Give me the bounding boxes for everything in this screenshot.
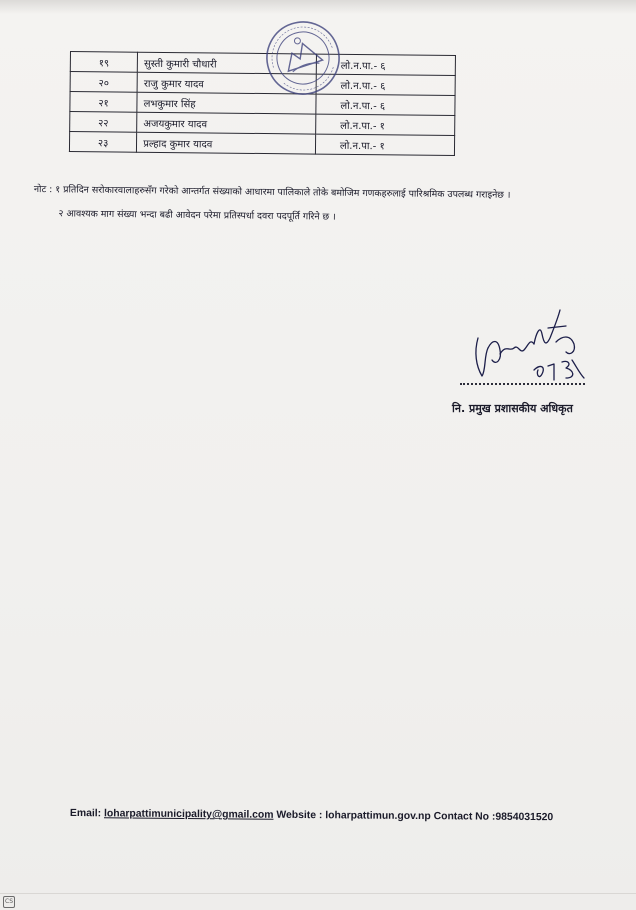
website-link[interactable]: loharpattimun.gov.np: [325, 810, 431, 823]
email-link[interactable]: loharpattimunicipality@gmail.com: [103, 808, 274, 821]
scan-edge-shadow: [0, 0, 636, 14]
camscanner-logo-icon: CS: [3, 896, 15, 908]
signature-dotted-line: [460, 383, 585, 385]
contact-label: Contact No :: [433, 811, 496, 823]
person-name: अजयकुमार यादव: [137, 112, 316, 134]
serial-number: २२: [70, 112, 137, 133]
address: लो.न.पा.- ६: [316, 94, 455, 115]
serial-number: २१: [70, 92, 137, 113]
address: लो.न.पा.- ६: [316, 54, 455, 75]
signatory-title: नि. प्रमुख प्रशासकीय अधिकृत: [452, 402, 573, 415]
serial-number: १९: [70, 52, 137, 73]
website-label: Website :: [276, 809, 323, 822]
person-name: सुस्ती कुमारी चौधारी: [137, 52, 316, 74]
address: लो.न.पा.- ६: [316, 74, 455, 95]
bottom-edge-line: [0, 893, 636, 894]
person-name: लभकुमार सिंह: [137, 92, 316, 114]
contact-number: 9854031520: [495, 811, 554, 824]
address: लो.न.पा.- १: [315, 134, 454, 155]
footer-contact: [70, 808, 553, 823]
municipality-seal-stamp: [263, 18, 343, 98]
email-label: Email:: [69, 808, 102, 820]
handwritten-signature: [462, 304, 592, 390]
table-row: [69, 132, 454, 156]
serial-number: २३: [69, 132, 136, 153]
note-section: [33, 178, 604, 233]
serial-number: २०: [70, 72, 137, 93]
person-name: राजु कुमार यादव: [137, 72, 316, 94]
person-name: प्रल्हाद कुमार यादव: [137, 132, 316, 154]
note-line-1: नोट : १ प्रतिदिन सरोकारवालाहरुसँग गरेको आन्तर्गत संख्याको आधारमा पालिकाले तोके बमोजिम गणकहरुलाई पारिश्रमिक उपलब्ध गराइनेछ ।: [33, 183, 511, 201]
address: लो.न.पा.- १: [316, 114, 455, 135]
note-line-2: २ आवश्यक माग संख्या भन्दा बढी आवेदन परेमा प्रतिस्पर्धा दवरा पदपूर्ति गरिने छ ।: [58, 208, 336, 223]
